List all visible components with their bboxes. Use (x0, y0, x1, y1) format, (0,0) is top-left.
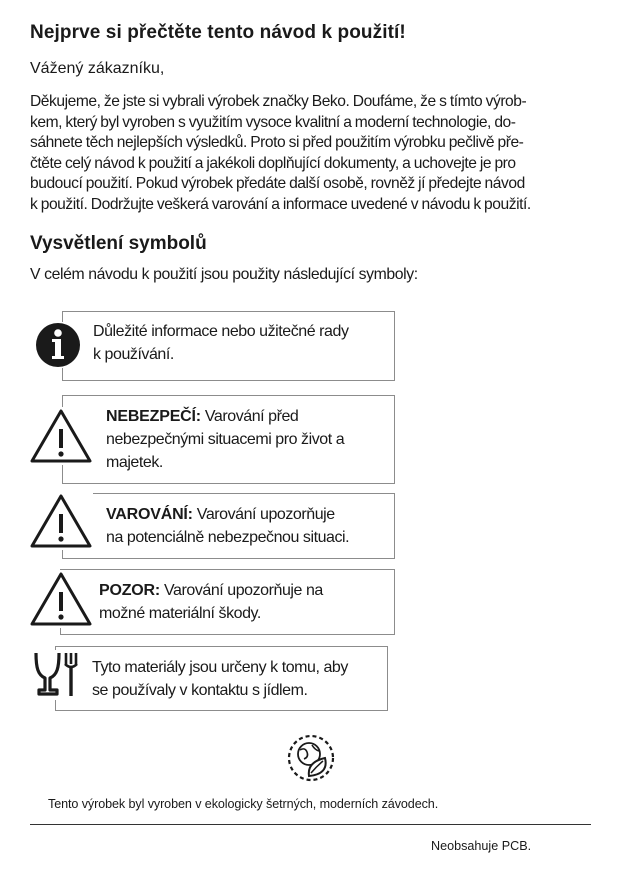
greeting: Vážený zákazníku, (30, 60, 165, 77)
intro-line: kem, který byl vyroben s využitím vysoce kvalitní a moderní technologie, do- (30, 113, 516, 131)
intro-line: k použití. Dodržujte veškerá varování a informace uvedené v návodu k použití. (30, 195, 531, 213)
pcb-note: Neobsahuje PCB. (431, 839, 532, 853)
food-text: Tyto materiály jsou určeny k tomu, aby se používaly v kontaktu s jídlem. (92, 659, 348, 699)
danger-label: NEBEZPEČÍ: (106, 408, 201, 425)
page-title: Nejprve si přečtěte tento návod k použití! (30, 22, 406, 43)
intro-line: sáhnete těch nejlepších výsledků. Proto si před použitím výrobku pečlivě pře- (30, 134, 524, 152)
intro-paragraph (30, 92, 591, 216)
warning-triangle-icon (29, 570, 93, 628)
intro-line: budoucí použití. Pokud výrobek předáte další osobě, rovněž jí předejte návod (30, 175, 525, 193)
eco-globe-leaf-icon (285, 732, 337, 784)
warning-triangle-icon (29, 492, 93, 550)
warning-text: VAROVÁNÍ: Varování upozorňuje na potenciálně nebezpečnou situaci. (106, 506, 350, 546)
symbols-heading: Vysvětlení symbolů (30, 233, 207, 254)
food-contact-icon (33, 650, 83, 700)
danger-text: NEBEZPEČÍ: Varování před nebezpečnými situacemi pro život a majetek. (106, 408, 345, 471)
caution-text: POZOR: Varování upozorňuje na možné materiální škody. (99, 582, 323, 622)
intro-line: čtěte celý návod k použití a jakékoli doplňující dokumenty, a uchovejte je pro (30, 154, 516, 172)
warning-label: VAROVÁNÍ: (106, 506, 193, 523)
eco-text: Tento výrobek byl vyroben v ekologicky šetrných, moderních závodech. (48, 797, 439, 811)
symbols-intro: V celém návodu k použití jsou použity následující symboly: (30, 266, 418, 283)
info-text: Důležité informace nebo užitečné rady k používání. (93, 323, 349, 363)
caution-label: POZOR: (99, 582, 161, 599)
intro-line: Děkujeme, že jste si vybrali výrobek značky Beko. Doufáme, že s tímto výrob- (30, 93, 527, 110)
info-icon (33, 322, 83, 368)
divider (30, 824, 591, 825)
warning-triangle-icon (29, 407, 93, 465)
